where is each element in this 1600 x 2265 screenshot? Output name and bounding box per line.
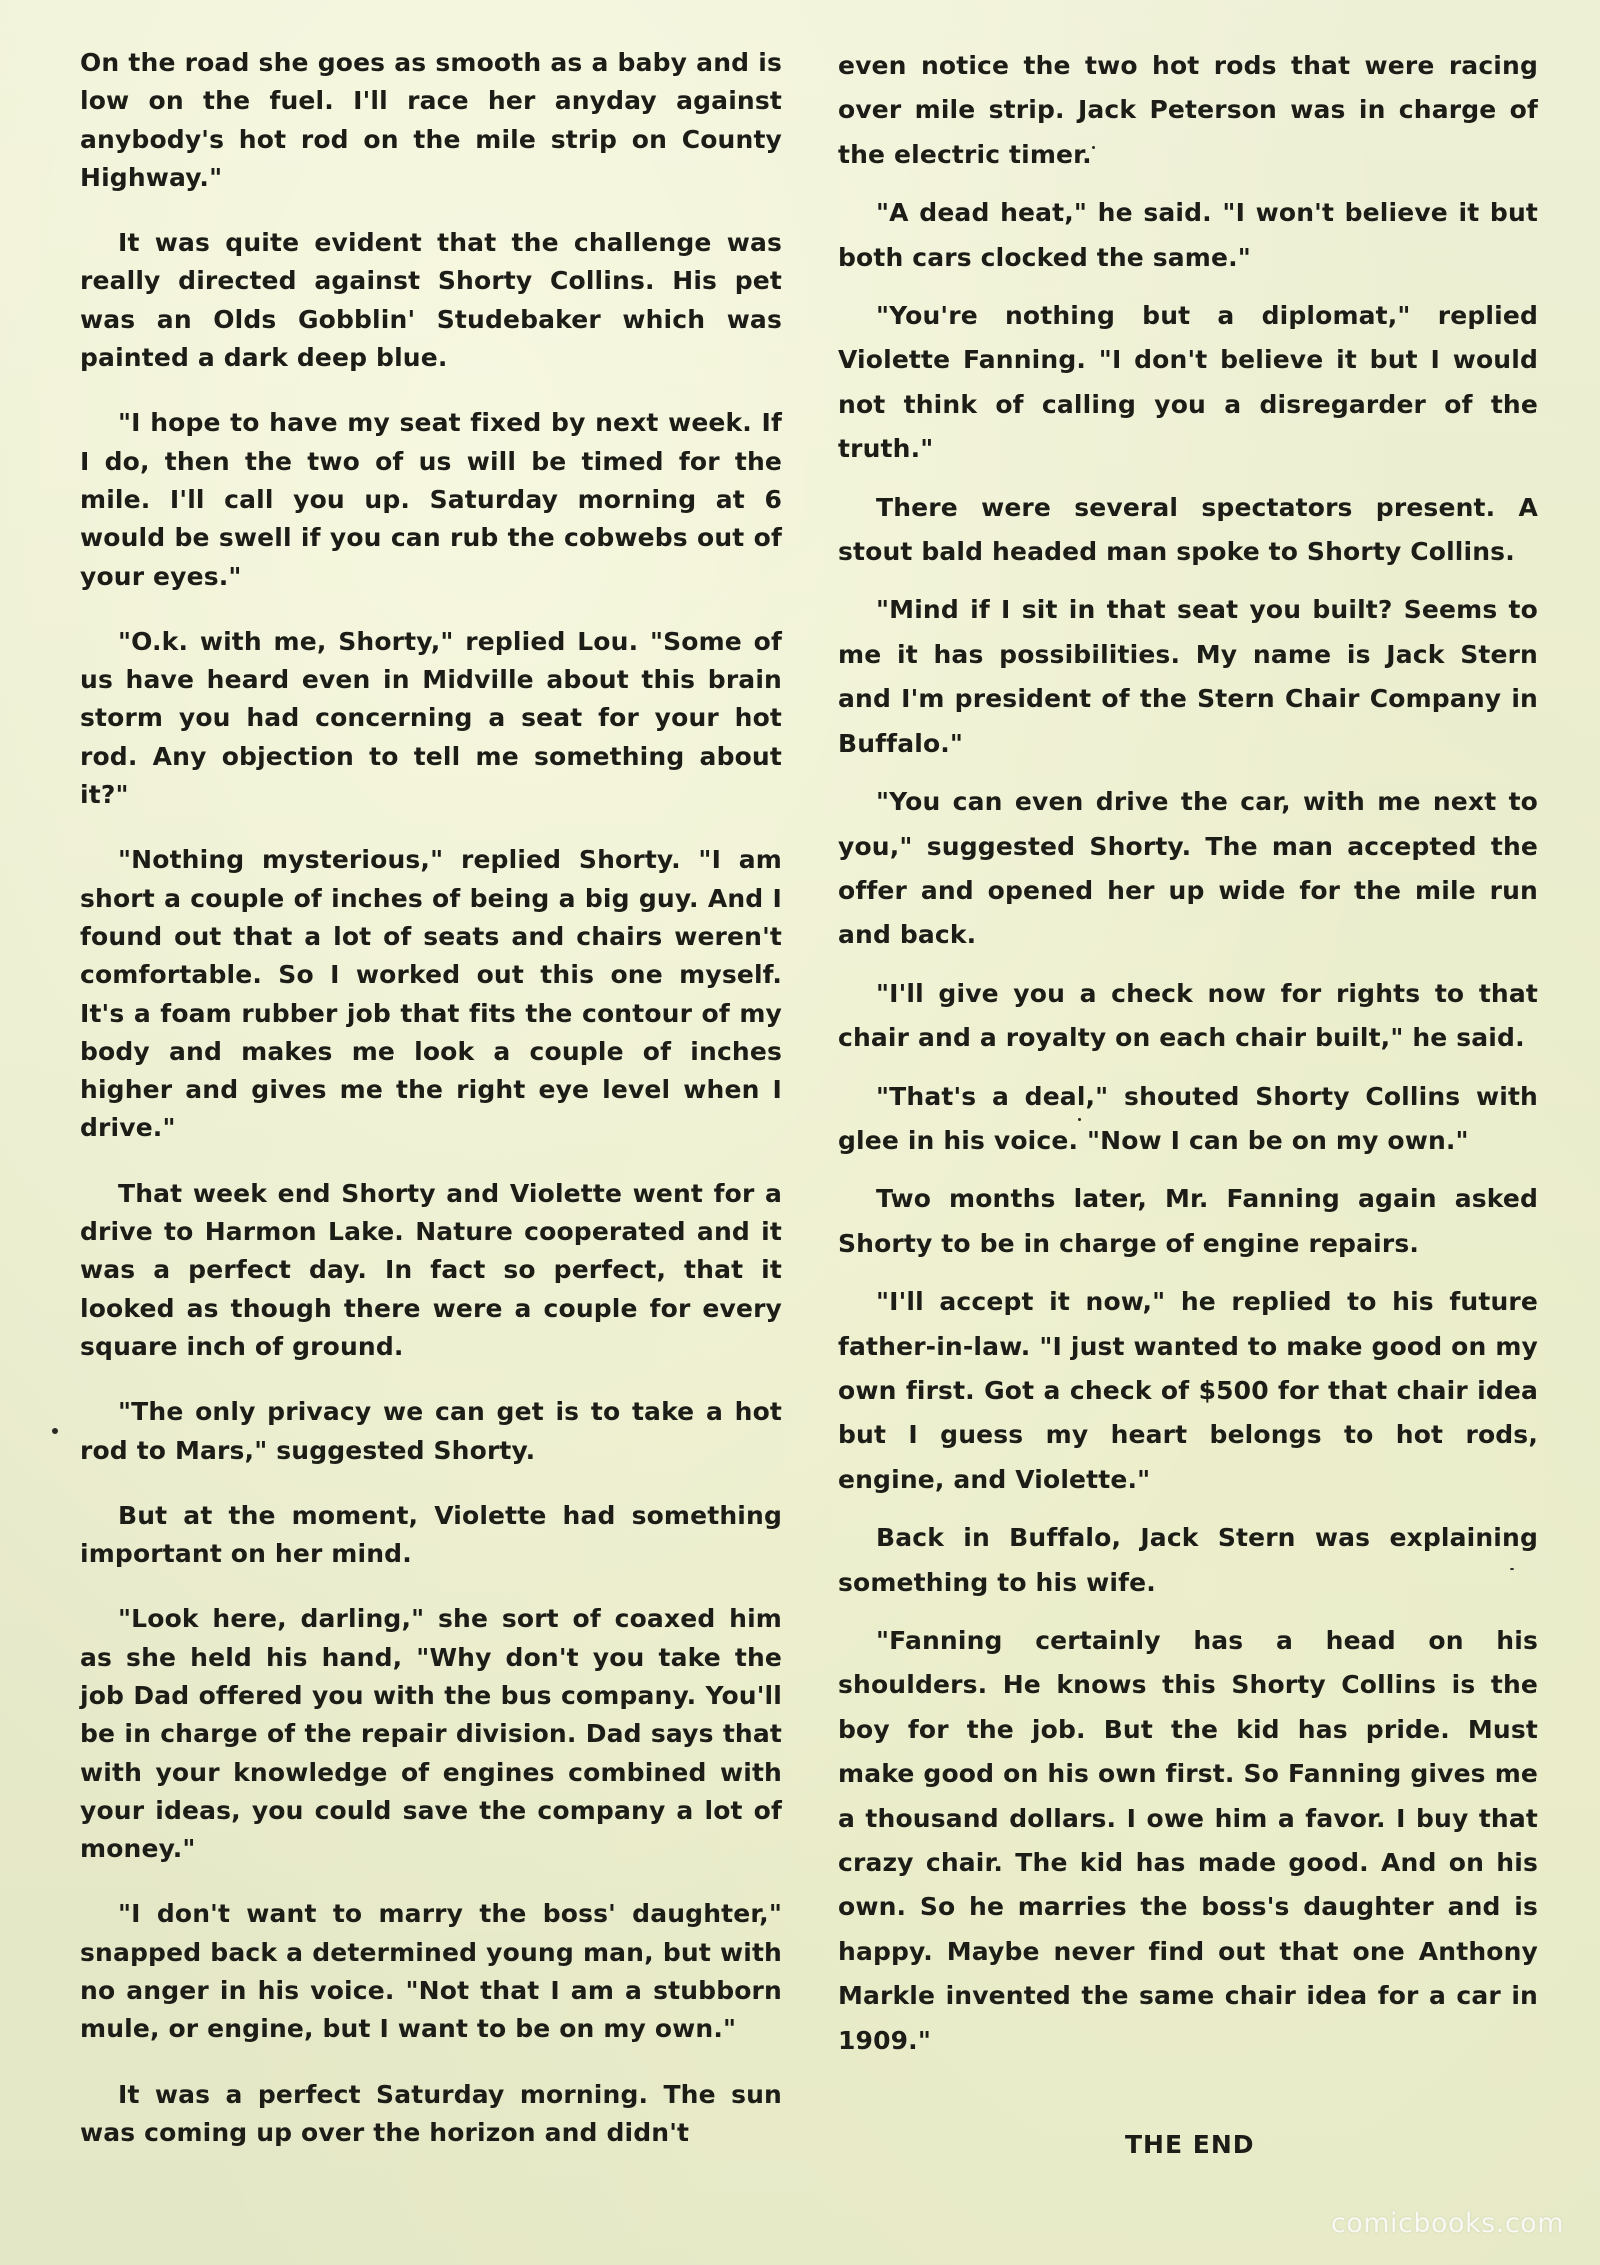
paragraph: "A dead heat," he said. "I won't believe it but both cars clocked the same." bbox=[838, 198, 1538, 272]
paragraph: Back in Buffalo, Jack Stern was explaining something to his wife. bbox=[838, 1523, 1538, 1597]
paragraph: There were several spectators present. A stout bald headed man spoke to Shorty Collins. bbox=[838, 492, 1538, 567]
watermark: comicbooks.com bbox=[1330, 2208, 1564, 2239]
paragraph: "Look here, darling," she sort of coaxed him as she held his hand, "Why don't you take the job Dad offered you with the bus company. You'll be in charge of the repair division. Dad says that with your knowledge of engines combined with your ideas, you could save the company a lot of money." bbox=[80, 1604, 782, 1864]
paragraph: "O.k. with me, Shorty," replied Lou. "Some of us have heard even in Midville about this brain storm you had concerning a seat for your hot rod. Any objection to tell me something about it?" bbox=[80, 626, 782, 810]
the-end-label: THE END bbox=[1125, 2130, 1255, 2159]
paragraph: "I'll give you a check now for rights to that chair and a royalty on each chair built," he said. bbox=[838, 978, 1538, 1053]
paragraph: "Mind if I sit in that seat you built? Seems to me it has possibilities. My name is Jack Stern and I'm president of the Stern Chair Company in Buffalo." bbox=[838, 595, 1538, 758]
ink-speck bbox=[1510, 1568, 1514, 1570]
paragraph: "You're nothing but a diplomat," replied Violette Fanning. "I don't believe it but I would not think of calling you a disregarder of the truth." bbox=[838, 301, 1538, 464]
paragraph: "I'll accept it now," he replied to his future father-in-law. "I just wanted to make good on my own first. Got a check of $500 for that chair idea but I guess my heart belongs to hot rods, engine, and Violette." bbox=[838, 1287, 1538, 1494]
paragraph: "I don't want to marry the boss' daughter," snapped back a determined young man, but with no anger in his voice. "Not that I am a stubborn mule, or engine, but I want to be on my own." bbox=[80, 1899, 782, 2044]
paragraph: even notice the two hot rods that were racing over mile strip. Jack Peterson was in charge of the electric timer. bbox=[838, 51, 1538, 169]
paragraph: But at the moment, Violette had something important on her mind. bbox=[80, 1500, 782, 1569]
paragraph: "You can even drive the car, with me next to you," suggested Shorty. The man accepted the offer and opened her up wide for the mile run and back. bbox=[838, 787, 1538, 950]
paragraph: That week end Shorty and Violette went for a drive to Harmon Lake. Nature cooperated and it was a perfect day. In fact so perfect, that it looked as though there were a couple for every square inch of ground. bbox=[80, 1178, 782, 1361]
paragraph: "Nothing mysterious," replied Shorty. "I am short a couple of inches of being a big guy. And I found out that a lot of seats and chairs weren't comfortable. So I worked out this one myself. It's a foam rubber job that fits the contour of my body and makes me look a couple of inches higher and gives me the right eye level when I drive." bbox=[80, 845, 782, 1143]
left-column bbox=[80, 44, 782, 2179]
ink-speck bbox=[1092, 146, 1095, 149]
paragraph: "Fanning certainly has a head on his shoulders. He knows this Shorty Collins is the boy for the job. But the kid has pride. Must make good on his own first. So Fanning gives me a thousand dollars. I owe him a favor. I buy that crazy chair. The kid has made good. And on his own. So he marries the boss's daughter and is happy. Maybe never find out that one Anthony Markle invented the same chair idea for a car in 1909." bbox=[838, 1626, 1538, 2055]
paragraph: Two months later, Mr. Fanning again asked Shorty to be in charge of engine repairs. bbox=[838, 1184, 1538, 1258]
bleed-through-header bbox=[360, 0, 387, 46]
right-column bbox=[838, 44, 1538, 2077]
paragraph: "The only privacy we can get is to take a hot rod to Mars," suggested Shorty. bbox=[80, 1397, 782, 1465]
paragraph: On the road she goes as smooth as a baby and is low on the fuel. I'll race her anyday against anybody's hot rod on the mile strip on County Highway." bbox=[80, 48, 782, 192]
paragraph: "That's a deal," shouted Shorty Collins with glee in his voice. "Now I can be on my own." bbox=[838, 1081, 1538, 1155]
paragraph: It was quite evident that the challenge was really directed against Shorty Collins. His pet was an Olds Gobblin' Studebaker which was painted a dark deep blue. bbox=[80, 228, 782, 373]
paragraph: "I hope to have my seat fixed by next week. If I do, then the two of us will be timed for the mile. I'll call you up. Saturday morning at 6 would be swell if you can rub the cobwebs out of your eyes." bbox=[80, 408, 782, 591]
ink-speck bbox=[52, 1428, 58, 1434]
paragraph: It was a perfect Saturday morning. The sun was coming up over the horizon and didn't bbox=[80, 2079, 782, 2147]
ink-speck bbox=[1078, 1118, 1081, 1121]
